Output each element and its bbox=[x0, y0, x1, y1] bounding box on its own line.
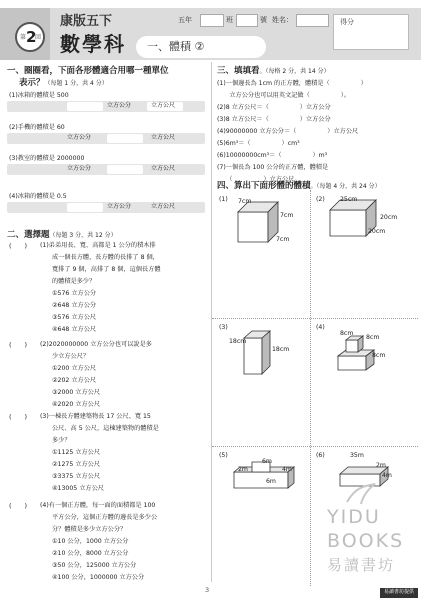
s2-q1-answer[interactable]: ( ) bbox=[9, 242, 28, 250]
s3-line8: (7)一個長為 100 公分的正方體，體積是 bbox=[217, 164, 329, 171]
fig1-dim-side: 7cm bbox=[280, 212, 294, 219]
s1-q2: (2)手機的體積是 60 bbox=[9, 124, 65, 131]
s1-q1-opt-a-box[interactable] bbox=[67, 102, 103, 111]
section1-title2-text: 表示？ bbox=[19, 78, 45, 88]
s1-q1-bar bbox=[7, 101, 205, 112]
watermark-text-3: 易讀書坊 bbox=[327, 556, 396, 574]
name-field[interactable] bbox=[296, 14, 329, 27]
s1-q2-opt-a[interactable]: 立方公分 bbox=[67, 134, 92, 141]
s1-q3-opt-a-box[interactable] bbox=[107, 165, 143, 174]
s2-q4-line1: (4)有一個正方體，每一面的面積都是 100 bbox=[40, 502, 156, 509]
class-field[interactable] bbox=[236, 14, 258, 27]
fig-grid-hline2 bbox=[212, 446, 418, 447]
s2-q4-answer[interactable]: ( ) bbox=[9, 502, 28, 510]
s1-q3: (3)教室的體積是 2000000 bbox=[9, 155, 85, 162]
s2-q2-answer[interactable]: ( ) bbox=[9, 341, 28, 349]
fig1-label: (1) bbox=[219, 196, 228, 203]
s2-q4-opt3[interactable]: ③50 公分，125000 立方公分 bbox=[52, 562, 137, 569]
s1-q2-bar bbox=[7, 133, 205, 144]
column-divider bbox=[211, 62, 212, 582]
s2-q3-answer[interactable]: ( ) bbox=[9, 413, 28, 421]
s2-q4-opt2[interactable]: ②10 公分，8000 立方公分 bbox=[52, 550, 129, 557]
s1-q4-bar bbox=[7, 202, 205, 213]
fig6-dim-3: 4m bbox=[382, 472, 392, 479]
s1-q1-opt-b[interactable]: 立方公尺 bbox=[151, 102, 176, 109]
section2-title-text: 二、選擇題 bbox=[7, 230, 50, 240]
section3-title bbox=[217, 66, 330, 77]
fig5-dim-4: 6m bbox=[266, 478, 276, 485]
class-label: 班 bbox=[226, 16, 233, 24]
section1-title-text: 一、圈圈看，下面各形體適合用哪一種單位 bbox=[7, 66, 169, 76]
s3-line2[interactable]: 立方公分也可以用英文記做（ ）。 bbox=[217, 92, 351, 99]
fig6-dim-1: 35m bbox=[350, 452, 364, 459]
fig2-dim-width: 20cm bbox=[368, 228, 386, 235]
s2-q2-opt3[interactable]: ③2000 立方公尺 bbox=[52, 389, 101, 396]
s1-q3-opt-a[interactable]: 立方公分 bbox=[67, 165, 92, 172]
fig5-dim-1: 2m bbox=[238, 466, 248, 473]
s1-q4-opt-b[interactable]: 立方公尺 bbox=[151, 203, 176, 210]
s1-q3-opt-b[interactable]: 立方公尺 bbox=[151, 165, 176, 172]
section4-title bbox=[217, 181, 381, 192]
s2-q3-opt3[interactable]: ③3375 立方公尺 bbox=[52, 473, 101, 480]
fig4-label: (4) bbox=[316, 324, 325, 331]
s3-line5[interactable]: (4)90000000 立方公分＝（ ）立方公尺 bbox=[217, 128, 359, 135]
s2-q4-opt4[interactable]: ④100 公分，1000000 立方公分 bbox=[52, 574, 145, 581]
topic-pill: 一、體積 ② bbox=[136, 36, 266, 58]
s2-q3-line3: 多少？ bbox=[52, 437, 71, 444]
title-main: 數學科 bbox=[60, 32, 126, 56]
s2-q3-line1: (3)一棟長方體建築物長 17 公尺、寬 15 bbox=[40, 413, 151, 420]
watermark-logo bbox=[327, 482, 415, 578]
fig4-dim-1: 8cm bbox=[340, 330, 354, 337]
s2-q2-opt1[interactable]: ①200 立方公尺 bbox=[52, 365, 97, 372]
grade-label: 五年 bbox=[178, 16, 192, 24]
s1-q2-opt-b[interactable]: 立方公尺 bbox=[151, 134, 176, 141]
fig1-dim-depth: 7cm bbox=[276, 236, 290, 243]
s2-q2-line1: (2)2020000000 立方公分也可以說是多 bbox=[40, 341, 152, 348]
fig3-label: (3) bbox=[219, 324, 228, 331]
s3-line6[interactable]: (5)6m³＝（ ）cm³ bbox=[217, 140, 300, 147]
watermark-text-2: BOOKS bbox=[327, 530, 405, 552]
lesson-badge bbox=[15, 22, 45, 52]
s1-q4: (4)冰箱的體積是 0.5 bbox=[9, 193, 67, 200]
s1-q4-opt-a[interactable]: 立方公分 bbox=[107, 203, 132, 210]
fig6-label: (6) bbox=[316, 452, 325, 459]
s1-q3-bar bbox=[7, 164, 205, 175]
fig6-dim-2: 2m bbox=[376, 462, 386, 469]
s2-q3-opt4[interactable]: ④13005 立方公尺 bbox=[52, 485, 104, 492]
s2-q1-opt3[interactable]: ③576 立方公尺 bbox=[52, 314, 97, 321]
fig2-dim-len: 25cm bbox=[340, 196, 358, 203]
s2-q1-opt1[interactable]: ①576 立方公分 bbox=[52, 290, 97, 297]
s2-q1-line2: 成一個長方體，長方體的長排了 8 個， bbox=[52, 254, 159, 261]
fig-grid-vline bbox=[310, 190, 311, 586]
section3-title-text: 三、填填看 bbox=[217, 66, 260, 76]
fig-grid-hline1 bbox=[212, 318, 418, 319]
s2-q2-opt2[interactable]: ②202 立方公尺 bbox=[52, 377, 97, 384]
s3-line3[interactable]: (2)8 立方公尺＝（ ）立方公分 bbox=[217, 104, 331, 111]
s2-q1-opt4[interactable]: ④648 立方公尺 bbox=[52, 326, 97, 333]
section4-title-text: 四、算出下面形體的體積 bbox=[217, 181, 311, 191]
section2-title bbox=[7, 230, 117, 241]
lesson-number: 2 bbox=[26, 28, 37, 46]
s3-line9[interactable]: （ ）立方公尺。 bbox=[217, 176, 301, 183]
s2-q4-opt1[interactable]: ①10 公分，1000 立方公分 bbox=[52, 538, 129, 545]
fig1-dim-top: 7cm bbox=[238, 198, 252, 205]
name-label: 姓名： bbox=[272, 16, 293, 24]
lesson-pre: 第 bbox=[20, 34, 27, 41]
title-top: 康版五下 bbox=[60, 14, 113, 29]
fig4-dim-2: 8cm bbox=[366, 334, 380, 341]
fig5-dim-2: 6m bbox=[262, 458, 272, 465]
seat-label: 號 bbox=[260, 16, 267, 24]
s2-q3-opt2[interactable]: ②1275 立方公尺 bbox=[52, 461, 101, 468]
s2-q3-opt1[interactable]: ①1125 立方公尺 bbox=[52, 449, 101, 456]
s1-q1-opt-a[interactable]: 立方公分 bbox=[107, 102, 132, 109]
score-box[interactable] bbox=[333, 14, 409, 50]
fig2-dim-height: 20cm bbox=[380, 214, 398, 221]
s2-q1-line1: (1)弟弟用長、寬、高都是 1 公分的積木排 bbox=[40, 242, 156, 249]
fig3-dim-right: 18cm bbox=[272, 346, 290, 353]
watermark-bird-icon bbox=[345, 482, 379, 506]
s3-line4[interactable]: (3)8 立方公尺＝（ ）立方公分 bbox=[217, 116, 331, 123]
s2-q1-opt2[interactable]: ②648 立方公分 bbox=[52, 302, 97, 309]
fig3-dim-left: 18cm bbox=[229, 338, 247, 345]
section1-title bbox=[7, 66, 169, 77]
section4-note: 。（每題 4 分，共 24 分） bbox=[310, 183, 381, 190]
fig2-label: (2) bbox=[316, 196, 325, 203]
s2-q2-line2: 少立方公尺？ bbox=[52, 353, 90, 360]
section1-note: （每題 1 分，共 4 分） bbox=[44, 80, 108, 87]
s2-q3-line2: 公尺、高 5 公尺，這棟建築物的體積是 bbox=[52, 425, 159, 432]
s3-line7[interactable]: (6)10000000cm³＝（ ）m³ bbox=[217, 152, 328, 159]
s2-q1-line3: 寬排了 9 個，高排了 8 個，這個長方體 bbox=[52, 266, 161, 273]
s2-q1-line4: 的體積是多少？ bbox=[52, 278, 96, 285]
score-label: 得分 bbox=[340, 18, 354, 26]
s2-q4-line2: 平方公分，這個正方體的邊長是多少公 bbox=[52, 514, 158, 521]
s2-q4-line3: 分？體積是多少立方公分？ bbox=[52, 526, 127, 533]
section3-note: 。（每格 2 分，共 14 分） bbox=[259, 68, 330, 75]
s1-q4-opt-a-box[interactable] bbox=[67, 203, 103, 212]
fig4-dim-3: 8cm bbox=[372, 352, 386, 359]
fig5-dim-3: 4m bbox=[282, 466, 292, 473]
student-info bbox=[178, 14, 358, 27]
s2-q2-opt4[interactable]: ④2020 立方公尺 bbox=[52, 401, 101, 408]
fig5-label: (5) bbox=[219, 452, 228, 459]
source-stamp: 易讀書坊提供 bbox=[380, 588, 418, 598]
section1-title2 bbox=[19, 78, 108, 89]
page-number: 3 bbox=[205, 586, 210, 594]
lesson-post: 回 bbox=[34, 34, 41, 41]
section2-note: （每題 3 分，共 12 分） bbox=[49, 232, 117, 239]
header bbox=[0, 0, 421, 62]
s1-q2-opt-a-box[interactable] bbox=[107, 134, 143, 143]
grade-field[interactable] bbox=[200, 14, 224, 27]
s3-line1[interactable]: (1)一個邊長為 1cm 的正方體，體積是（ ） bbox=[217, 80, 367, 87]
watermark-text-1: YIDU bbox=[327, 506, 381, 528]
s1-q1: (1)冰箱的體積是 500 bbox=[9, 92, 69, 99]
